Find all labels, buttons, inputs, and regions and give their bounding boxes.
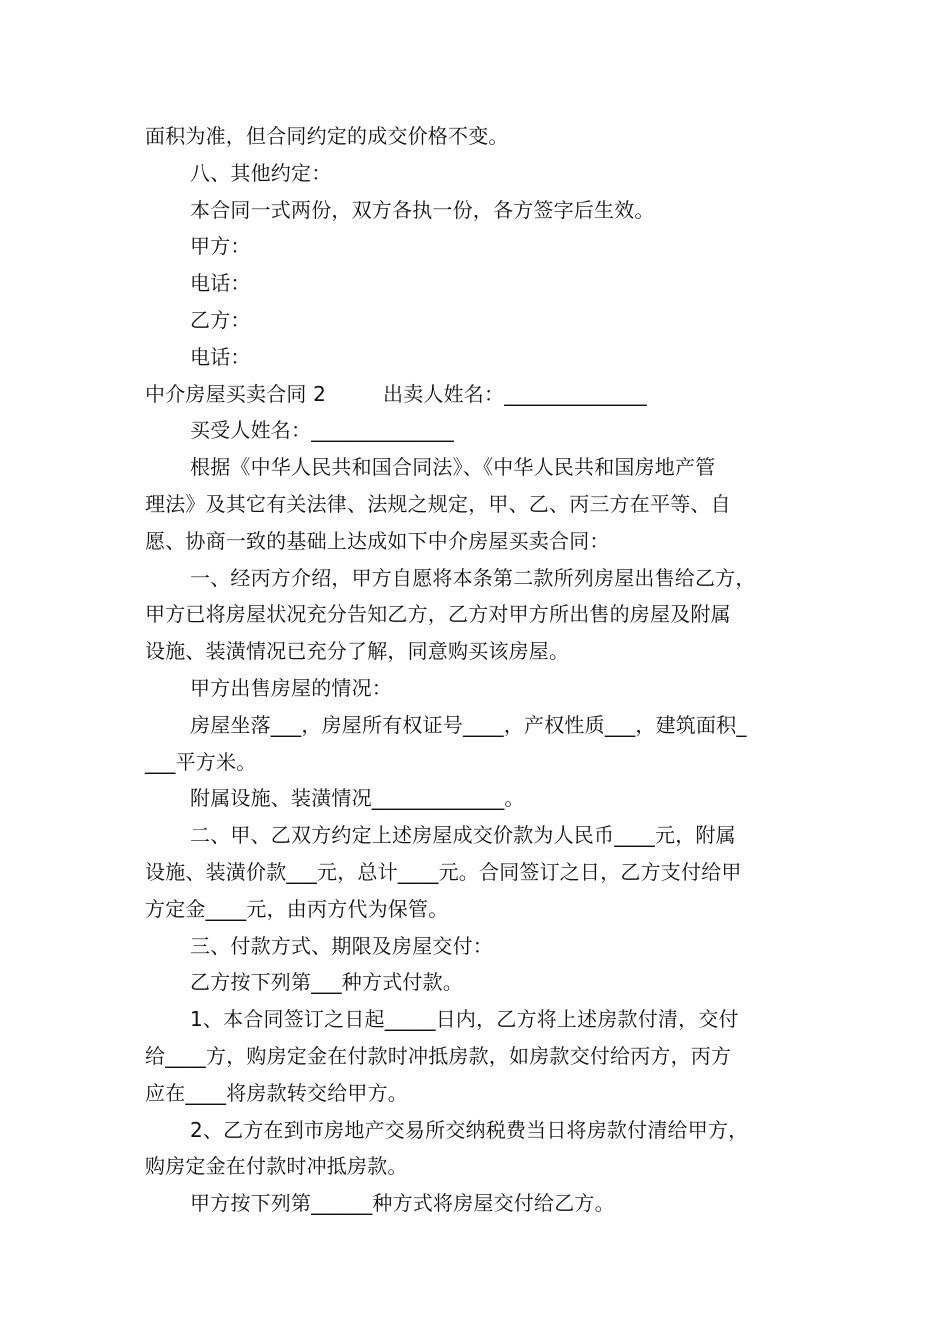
paragraph-line: 乙方按下列第___种方式付款。: [190, 970, 463, 995]
paragraph-line: 方定金____元，由丙方代为保管。: [145, 896, 449, 921]
paragraph-line: 给____方，购房定金在付款时冲抵房款，如房款交付给丙方，丙方: [145, 1043, 732, 1068]
paragraph-line: 面积为准，但合同约定的成交价格不变。: [145, 124, 509, 148]
party-a-label: 甲方：: [190, 234, 251, 259]
party-b-label: 乙方：: [190, 307, 251, 332]
paragraph-line: 设施、装潢情况已充分了解，同意购买该房屋。: [145, 639, 570, 664]
paragraph-line: 根据《中华人民共和国合同法》、《中华人民共和国房地产管: [190, 455, 716, 480]
paragraph-line: 甲方按下列第______种方式将房屋交付给乙方。: [190, 1191, 615, 1216]
paragraph-line: 二、甲、乙双方约定上述房屋成交价款为人民币____元，附属: [190, 823, 736, 848]
seller-name-field: 出卖人姓名：______________: [383, 381, 647, 406]
paragraph-line: 应在____将房款转交给甲方。: [145, 1080, 408, 1105]
contract-heading-line: [145, 376, 810, 413]
paragraph-line: 1、本合同签订之日起_____日内，乙方将上述房款付清，交付: [190, 1007, 739, 1032]
paragraph-line: 房屋坐落___，房屋所有权证号____，产权性质___，建筑面积_: [190, 712, 747, 737]
paragraph-line: ___平方米。: [145, 749, 257, 774]
paragraph-line: 愿、协商一致的基础上达成如下中介房屋买卖合同：: [145, 528, 610, 553]
party-a-phone-label: 电话：: [190, 271, 251, 296]
paragraph-line: 理法》及其它有关法律、法规之规定，甲、乙、丙三方在平等、自: [145, 491, 731, 516]
contract-title: 中介房屋买卖合同 2: [145, 381, 327, 406]
party-b-phone-label: 电话：: [190, 344, 251, 369]
paragraph-line: 设施、装潢价款___元，总计____元。合同签订之日，乙方支付给甲: [145, 859, 742, 884]
buyer-name-field: 买受人姓名：______________: [190, 418, 454, 443]
paragraph-line: 2、乙方在到市房地产交易所交纳税费当日将房款付清给甲方，: [190, 1117, 749, 1142]
paragraph-line: 附属设施、装潢情况_____________。: [190, 786, 525, 811]
paragraph-line: 甲方已将房屋状况充分告知乙方，乙方对甲方所出售的房屋及附属: [145, 602, 731, 627]
section-heading-other-terms: 八、其他约定：: [190, 160, 332, 185]
paragraph-line: 甲方出售房屋的情况：: [190, 675, 392, 700]
paragraph-line: 本合同一式两份，双方各执一份，各方签字后生效。: [190, 197, 655, 222]
document-body: [145, 118, 810, 1222]
section-heading-payment: 三、付款方式、期限及房屋交付：: [190, 933, 493, 958]
paragraph-line: 一、经丙方介绍，甲方自愿将本条第二款所列房屋出售给乙方，: [190, 565, 756, 590]
paragraph-line: 购房定金在付款时冲抵房款。: [145, 1154, 408, 1179]
